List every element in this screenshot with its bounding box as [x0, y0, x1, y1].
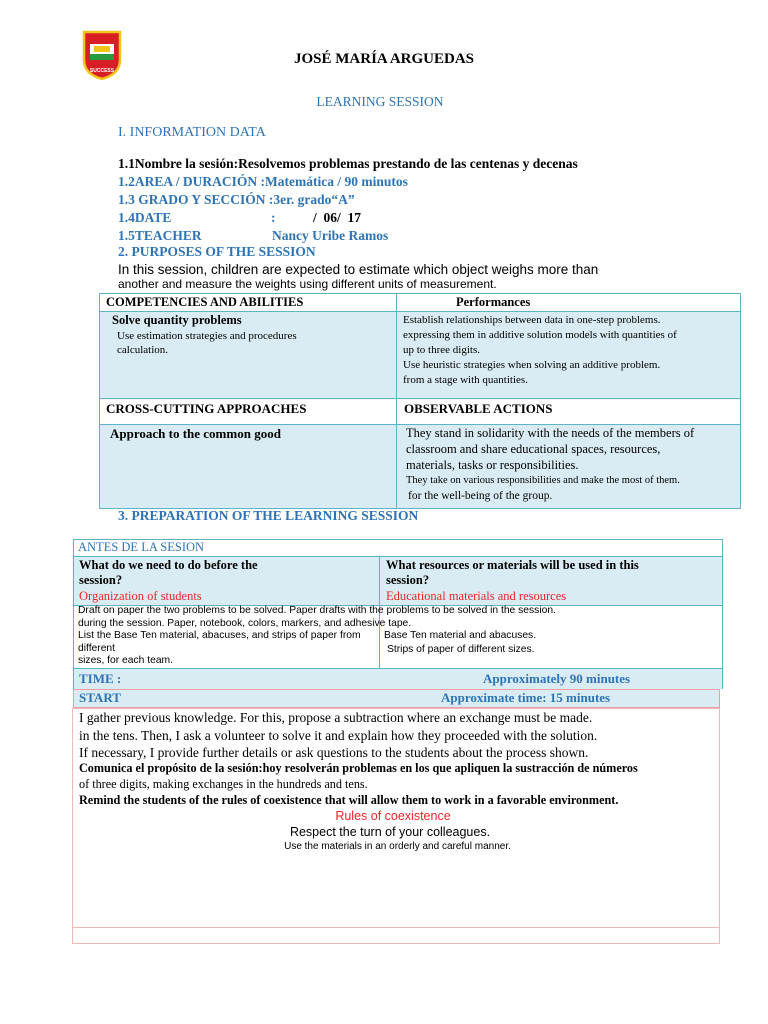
- question-line: What do we need to do before the: [79, 558, 258, 572]
- performances-header: Performances: [456, 295, 531, 309]
- competency-name: Solve quantity problems: [112, 313, 242, 327]
- cross-cutting-header: CROSS-CUTTING APPROACHES: [106, 401, 307, 416]
- information-data-heading: I. INFORMATION DATA: [118, 125, 266, 140]
- teacher-label: 1.5TEACHER: [118, 228, 202, 243]
- materials-details: [384, 630, 536, 656]
- coexistence-reminder: Remind the students of the rules of coexistence that will allow them to work in a favorable environment.: [79, 793, 619, 807]
- organization-label: Organization of students: [79, 589, 202, 603]
- material-line: Strips of paper of different sizes.: [387, 643, 535, 655]
- action-small-line: They take on various responsibilities and make the most of them.: [406, 475, 680, 486]
- ability-line-1: Use estimation strategies and procedures: [117, 330, 297, 342]
- date-label: 1.4DATE: [118, 210, 172, 225]
- performances-list: [403, 313, 737, 387]
- start-header-bar: [73, 689, 720, 708]
- purpose-line-2: another and measure the weights using different units of measurement.: [118, 277, 497, 291]
- activity-line: If necessary, I provide further details or ask questions to the students about the process shown.: [79, 745, 589, 760]
- approach-name: Approach to the common good: [110, 426, 281, 441]
- question-resources: [386, 558, 639, 588]
- question-line: session?: [386, 573, 430, 587]
- session-name: 1.1Nombre la sesión:Resolvemos problemas prestando de las centenas y decenas: [118, 156, 578, 171]
- question-line: What resources or materials will be used in this: [386, 558, 639, 572]
- rules-title: Rules of coexistence: [335, 809, 451, 823]
- purposes-heading: 2. PURPOSES OF THE SESSION: [118, 244, 316, 259]
- svg-text:SUCCESS: SUCCESS: [89, 68, 115, 74]
- observable-actions: [406, 425, 694, 473]
- performance-item: up to three digits.: [403, 344, 480, 356]
- purpose-continuation: of three digits, making exchanges in the hundreds and tens.: [79, 777, 368, 791]
- action-line: They stand in solidarity with the needs of the members of: [406, 426, 695, 440]
- activity-line: in the tens. Then, I ask a volunteer to solve it and explain how they proceeded with the solution.: [79, 727, 598, 743]
- before-session-label: ANTES DE LA SESION: [78, 540, 205, 554]
- purpose-line-1: In this session, children are expected to estimate which object weighs more than: [118, 262, 599, 277]
- school-name: JOSÉ MARÍA ARGUEDAS: [293, 51, 475, 67]
- question-line: session?: [79, 573, 123, 587]
- session-title: LEARNING SESSION: [316, 94, 444, 109]
- rule-turn-taking: Respect the turn of your colleagues.: [289, 825, 491, 839]
- performance-item: from a stage with quantities.: [403, 374, 528, 386]
- time-label: TIME :: [79, 671, 122, 686]
- performance-item: expressing them in additive solution models with quantities of: [403, 329, 677, 341]
- competencies-header: COMPETENCIES AND ABILITIES: [106, 295, 304, 309]
- question-before-session: [79, 558, 258, 588]
- start-activities: [79, 709, 719, 762]
- teacher-name: Nancy Uribe Ramos: [272, 228, 389, 243]
- date-value: / 06/ 17: [313, 210, 362, 225]
- ability-line-2: calculation.: [117, 344, 169, 356]
- start-divider: [72, 927, 720, 928]
- purpose-communication: Comunica el propósito de la sesión:hoy resolverán problemas en los que apliquen la sustracción de números: [79, 761, 638, 775]
- observable-actions-header: OBSERVABLE ACTIONS: [404, 401, 553, 416]
- rule-materials: Use the materials in an orderly and careful manner.: [284, 841, 511, 852]
- action-line: materials, tasks or responsibilities.: [406, 458, 579, 472]
- material-line: Base Ten material and abacuses.: [384, 630, 537, 641]
- time-value: Approximately 90 minutes: [483, 671, 631, 686]
- action-line: classroom and share educational spaces, resources,: [406, 442, 661, 456]
- date-colon: :: [271, 210, 276, 225]
- detail-line: List the Base Ten material, abacuses, and strips of paper from: [78, 630, 361, 641]
- start-approx-time: Approximate time: 15 minutes: [441, 690, 611, 705]
- activity-line: I gather previous knowledge. For this, propose a subtraction where an exchange must be made.: [79, 710, 593, 725]
- detail-line: during the session. Paper, notebook, colors, markers, and adhesive tape.: [78, 617, 412, 629]
- performance-item: Use heuristic strategies when solving an additive problem.: [403, 359, 661, 371]
- detail-line: sizes, for each team.: [78, 655, 173, 666]
- detail-line: different: [78, 642, 116, 654]
- detail-line: Draft on paper the two problems to be solved. Paper drafts with the problems to be solved in the session.: [78, 605, 556, 616]
- preparation-heading: 3. PREPARATION OF THE LEARNING SESSION: [118, 508, 419, 523]
- start-label: START: [79, 690, 121, 705]
- materials-label: Educational materials and resources: [386, 589, 567, 603]
- action-last-line: for the well-being of the group.: [408, 490, 553, 502]
- area-duration: 1.2AREA / DURACIÓN :Matemática / 90 minutos: [118, 174, 408, 189]
- grade-section: 1.3 GRADO Y SECCIÓN :3er. grado“A”: [118, 192, 355, 207]
- performance-item: Establish relationships between data in one-step problems.: [403, 314, 661, 326]
